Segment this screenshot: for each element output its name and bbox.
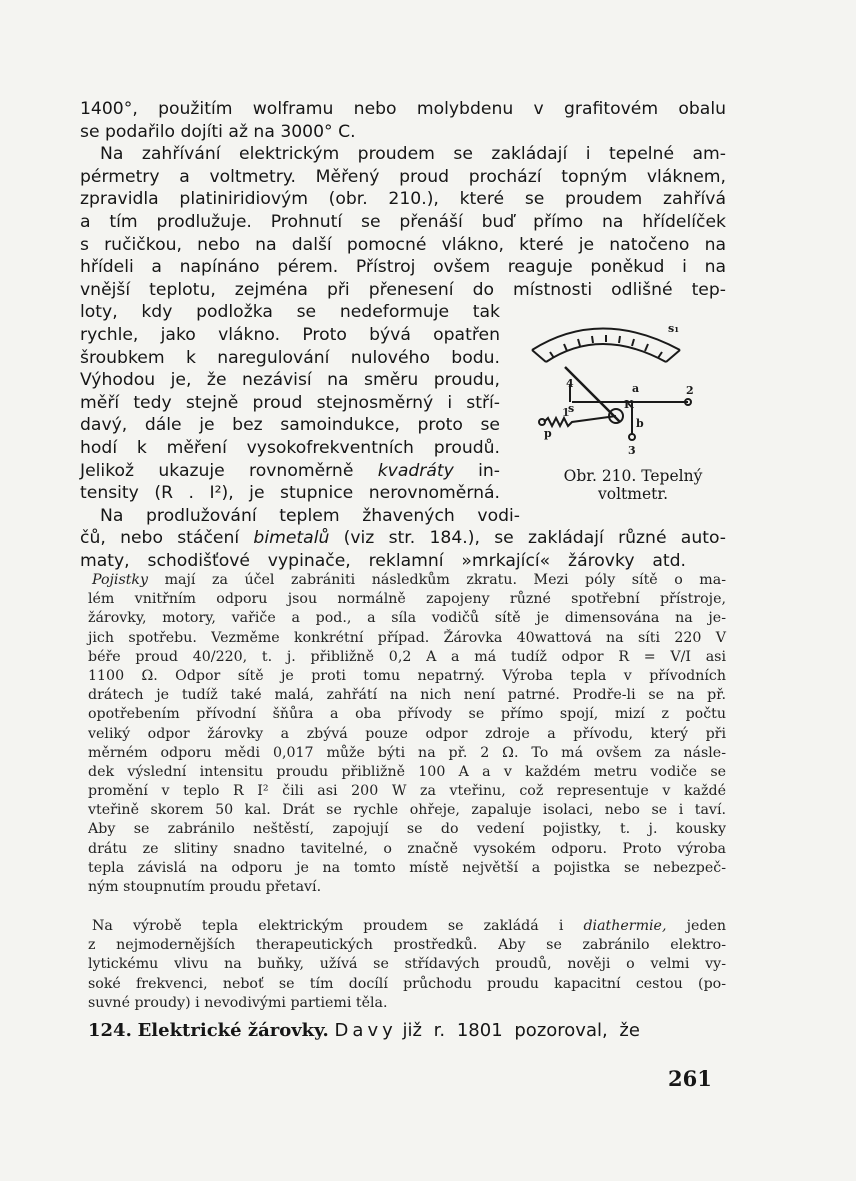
section-name: Davy bbox=[334, 1020, 397, 1041]
text-line: vteřině skorem 50 kal. Drát se rychle ohřeje, zapaluje isolaci, nebo se i taví. bbox=[88, 802, 726, 819]
text-line bbox=[88, 571, 726, 590]
text-line: drátu ze slitiny snadno tavitelné, o značně vysokém odporu. Proto výroba bbox=[88, 840, 726, 857]
label-a: a bbox=[632, 382, 640, 395]
text-line: Na prodlužování teplem žhavených vodi- bbox=[100, 505, 520, 526]
text-span: (viz str. 184.), se zakládají různé auto- bbox=[329, 528, 726, 549]
text-line: tepla závislá na odporu je na tomto místě největší a pojistka se nebezpeč- bbox=[88, 859, 726, 876]
figure-caption bbox=[548, 467, 718, 503]
text-line: suvné proudy) i nevodivými partiemi těla. bbox=[88, 994, 388, 1011]
text-line bbox=[88, 917, 726, 936]
italic-term: bimetalů bbox=[253, 528, 330, 549]
text-line: hřídeli a napínáno pérem. Přístroj ovšem reaguje poněkud i na bbox=[80, 257, 726, 278]
text-line bbox=[80, 460, 500, 483]
text-line: pérmetry a voltmetry. Měřený proud prochází topným vláknem, bbox=[80, 166, 726, 187]
text-line: měrném odporu mědi 0,017 může býti na př. 2 Ω. To má ovšem za násle- bbox=[88, 744, 726, 761]
text-line: 1100 Ω. Odpor sítě je proti tomu nepatrný. Výroba tepla v přívodních bbox=[88, 667, 726, 684]
text-line: šroubkem k naregulování nulového bodu. bbox=[80, 347, 500, 368]
text-line: s ručičkou, nebo na další pomocné vlákno, které je natočeno na bbox=[80, 234, 726, 255]
scale-inner-arc bbox=[546, 344, 666, 362]
diathermy-paragraph bbox=[88, 917, 726, 1013]
italic-term: kvadráty bbox=[377, 460, 454, 481]
text-line: soké frekvenci, neboť se tím docílí průchodu proudu kapacitní cestou (po- bbox=[88, 975, 726, 992]
text-line: žárovky, motory, vařiče a pod., a síla vodičů sítě je dimensována na je- bbox=[88, 610, 726, 627]
text-line: a tím prodlužuje. Prohnutí se přenáší buď přímo na hřídelíček bbox=[80, 211, 726, 232]
text-span: Na výrobě tepla elektrickým proudem se zakládá i bbox=[92, 918, 584, 934]
page-number: 261 bbox=[668, 1066, 712, 1091]
section-title: Elektrické žárovky. bbox=[137, 1020, 329, 1041]
text-line: Výhodou je, že nezávisí na směru proudu, bbox=[80, 370, 500, 391]
text-line: dek výslední intensitu proudu přibližně 100 A a v každém metru vodiče se bbox=[88, 763, 726, 780]
text-line: lém vnitřním odporu jsou normálně zapojeny různé spotřební přístroje, bbox=[88, 591, 726, 608]
section-number: 124. bbox=[88, 1020, 132, 1041]
italic-term: Pojistky bbox=[92, 572, 149, 588]
text-line: vnější teplotu, zejména při přenesení do místnosti odlišné tep- bbox=[80, 279, 726, 300]
text-line: Aby se zabránilo neštěstí, zapojují se do vedení pojistky, t. j. kousky bbox=[88, 821, 726, 838]
text-line: měří tedy stejně proud stejnosměrný i stří- bbox=[80, 392, 500, 413]
label-1: 1 bbox=[562, 406, 570, 419]
small-print-block bbox=[88, 571, 726, 897]
label-k: K bbox=[624, 398, 634, 411]
text-span: čů, nebo stáčení bbox=[80, 528, 254, 549]
section-rest: již r. 1801 pozoroval, že bbox=[402, 1020, 640, 1041]
text-line: promění v teplo R I² čili asi 200 W za vteřinu, což representuje v každé bbox=[88, 783, 726, 800]
text-line: davý, dále je bez samoindukce, proto se bbox=[80, 415, 500, 436]
italic-term: diathermie, bbox=[583, 918, 667, 934]
caption-line: voltmetr. bbox=[597, 485, 668, 503]
label-3: 3 bbox=[628, 444, 636, 457]
text-line: Na zahřívání elektrickým proudem se zakládají i tepelné am- bbox=[100, 144, 726, 165]
text-line: loty, kdy podložka se nedeformuje tak bbox=[80, 302, 500, 323]
text-line: lytickému vlivu na buňky, užívá se střídavých proudů, nověji o velmi vy- bbox=[88, 956, 726, 973]
text-line: zpravidla platiniridiovým (obr. 210.), které se proudem zahřívá bbox=[80, 189, 726, 210]
section-heading bbox=[88, 1020, 726, 1041]
text-span: jeden bbox=[666, 918, 726, 934]
text-span: Jelikož ukazuje rovnoměrně bbox=[80, 460, 378, 481]
text-line: béře proud 40/220, t. j. přibližně 0,2 A a má tudíž odpor R = V/I asi bbox=[88, 648, 726, 665]
text-line: jich spotřebu. Vezměme konkrétní případ. Žárovka 40wattová na síti 220 V bbox=[88, 629, 726, 646]
text-line: rychle, jako vlákno. Proto bývá opatřen bbox=[80, 324, 500, 345]
label-4: 4 bbox=[566, 377, 574, 390]
label-b: b bbox=[636, 417, 644, 430]
text-line: maty, schodišťové vypinače, reklamní »mrkající« žárovky atd. bbox=[80, 550, 686, 571]
text-line: drátech je tudíž také malá, zahřátí na nich není patrné. Prodře-li se na př. bbox=[88, 687, 726, 704]
text-line: z nejmodernějších therapeutických prostředků. Aby se zabránilo elektro- bbox=[88, 937, 726, 954]
label-p: p bbox=[544, 427, 552, 440]
label-s: s bbox=[568, 402, 575, 415]
text-line: 1400°, použitím wolframu nebo molybdenu v grafitovém obalu bbox=[80, 99, 726, 119]
voltmeter-diagram bbox=[520, 312, 720, 472]
text-line: tensity (R . I²), je stupnice nerovnoměrná. bbox=[80, 483, 500, 504]
caption-line: Obr. 210. Tepelný bbox=[563, 467, 703, 485]
label-s1: s₁ bbox=[668, 322, 680, 335]
text-line: hodí k měření vysokofrekventních proudů. bbox=[80, 437, 500, 458]
text-line: se podařilo dojíti až na 3000° C. bbox=[80, 121, 356, 142]
text-line: opotřebením přívodní šňůra a oba přívody se přímo spojí, mizí z počtu bbox=[88, 706, 726, 723]
text-line: ným stoupnutím proudu přetaví. bbox=[88, 879, 322, 895]
label-2: 2 bbox=[686, 384, 694, 397]
text-span: in- bbox=[453, 460, 500, 481]
text-line: veliký odpor žárovky a zbývá pouze odpor zdroje a přívodu, který při bbox=[88, 725, 726, 742]
spring bbox=[544, 416, 616, 426]
text-span: mají za účel zabrániti následkům zkratu. Mezi póly sítě o ma- bbox=[148, 572, 726, 588]
